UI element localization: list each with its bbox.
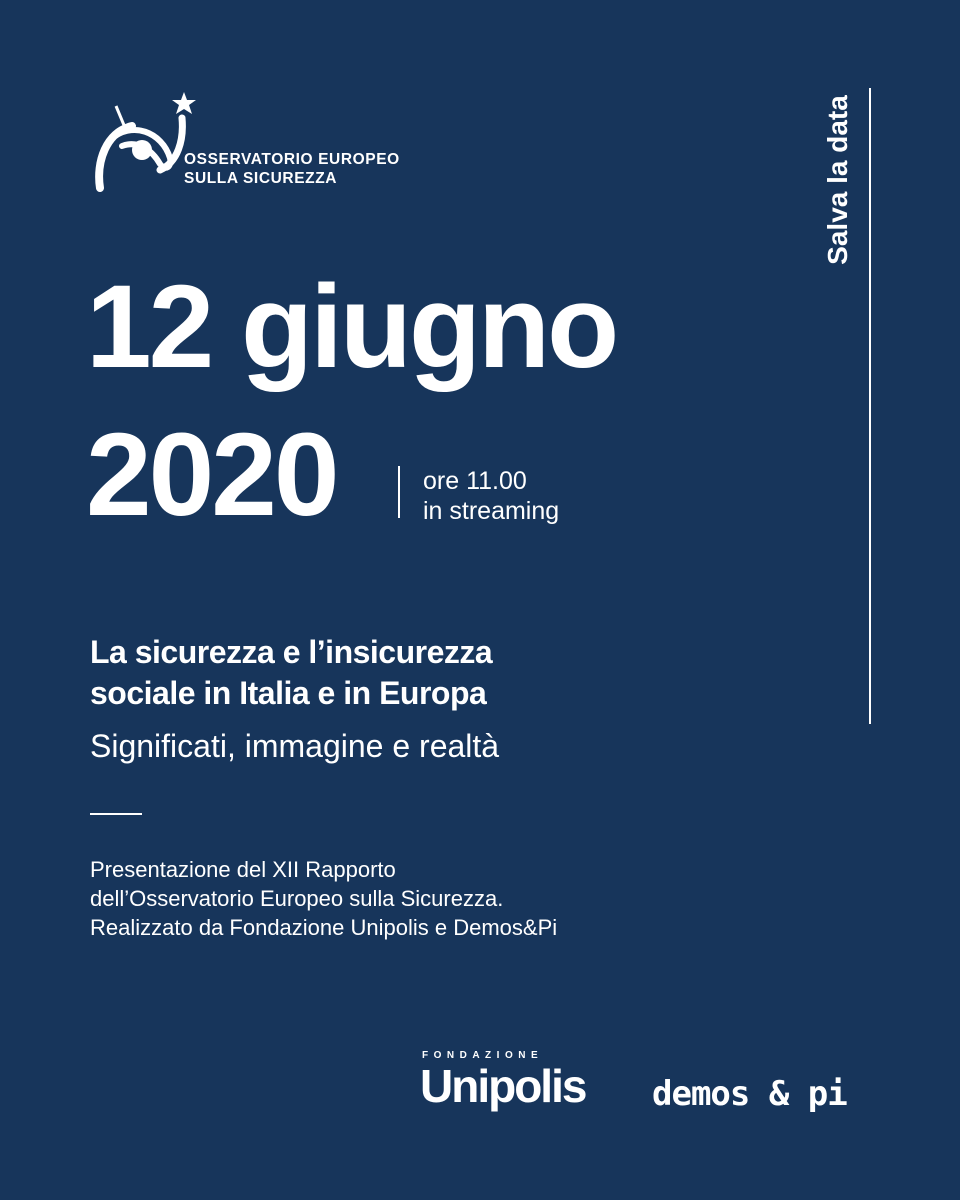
logo-text [184,150,400,188]
description-line3: Realizzato da Fondazione Unipolis e Demos&Pi [90,915,558,940]
event-time-mode: in streaming [423,497,560,525]
save-the-date-label [798,90,880,274]
description-line1: Presentazione del XII Rapporto [90,857,396,882]
event-time-hour: ore 11.00 [423,467,527,495]
event-title [90,632,492,714]
unipolis-name: Unipolis [420,1060,586,1112]
time-separator [398,466,400,518]
save-the-date-text: Salva la data [822,95,853,265]
event-subtitle: Significati, immagine e realtà [90,728,500,764]
date-day-month: 12 giugno [86,261,617,393]
event-title-line2: sociale in Italia e in Europa [90,675,487,711]
description-line2: dell’Osservatorio Europeo sulla Sicurezza. [90,886,504,911]
osservatorio-logo [92,92,412,202]
vertical-divider [869,88,871,724]
date-year: 2020 [86,409,337,541]
demos-pi-logo: demos & pi [652,1074,847,1114]
event-description [90,855,557,942]
logo-line2: SULLA SICUREZZA [184,170,338,187]
unipolis-fondazione-text: FONDAZIONE [422,1050,544,1061]
unipolis-logo [420,1050,590,1111]
short-divider [90,813,142,815]
logo-line1: OSSERVATORIO EUROPEO [184,151,400,168]
event-time [423,466,559,526]
event-title-line1: La sicurezza e l’insicurezza [90,634,493,670]
